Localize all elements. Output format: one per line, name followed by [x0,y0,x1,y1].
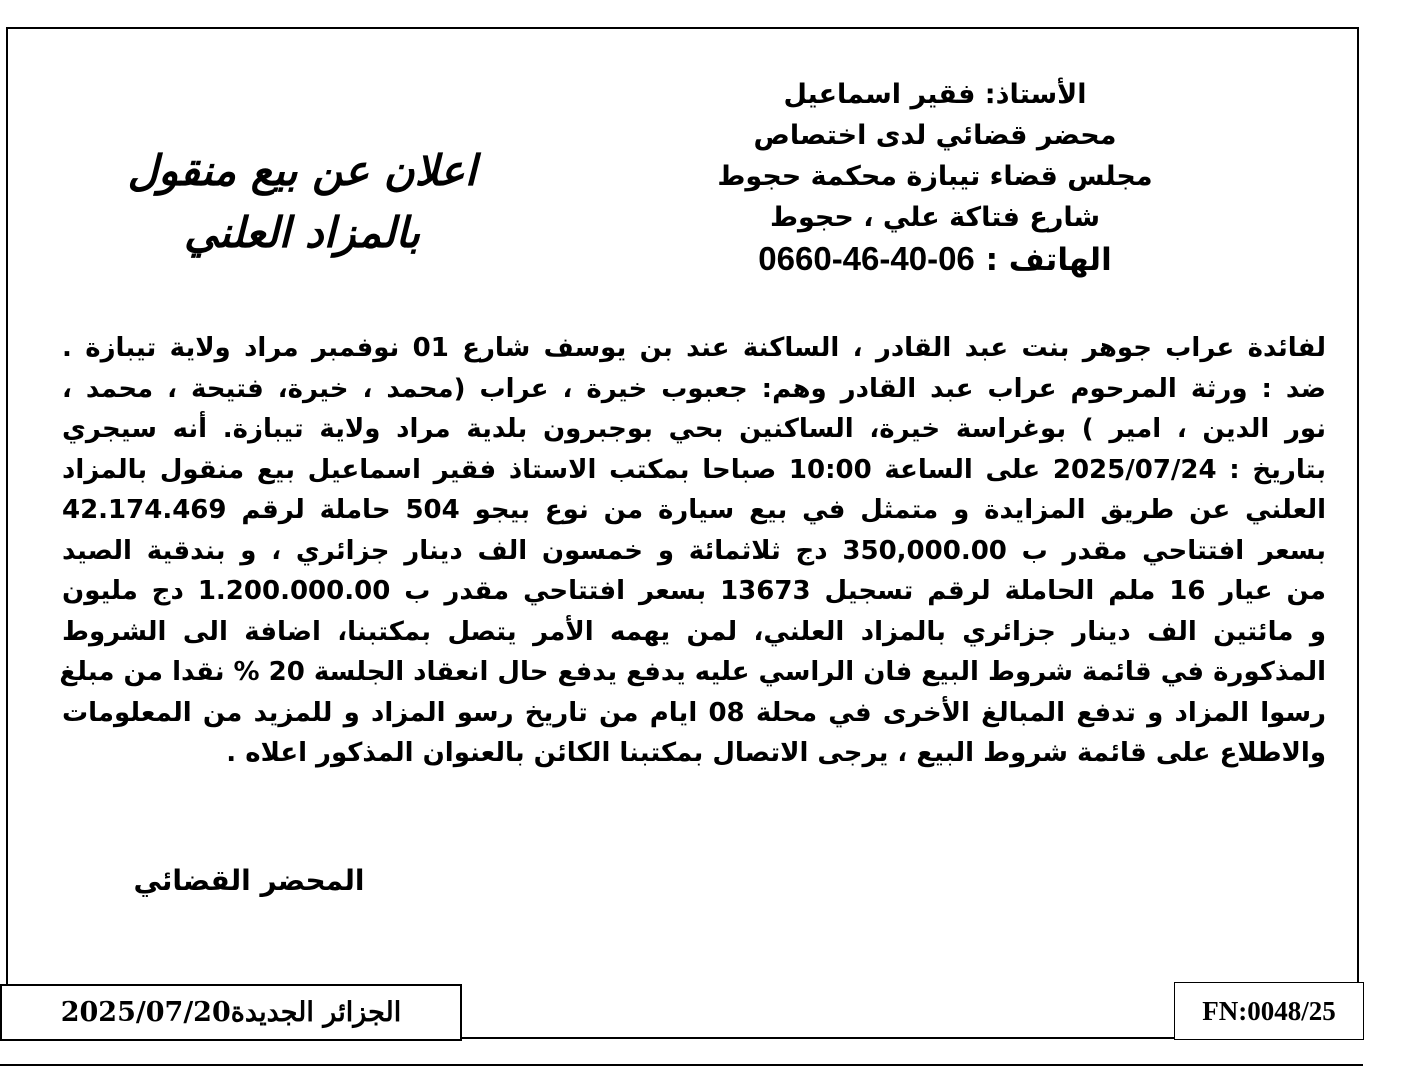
body-line: والاطلاع على قائمة شروط البيع ، يرجى الاتصال بمكتبنا الكائن بالعنوان المذكور اعلاه . [226,738,1326,768]
body-line: نور الدين ، امير ) بوغراسة خيرة، الساكنين بحي بوجبرون بلدية مراد ولاية تيبازة. أنه سيجري [62,414,1326,444]
body-line: العلني عن طريق المزايدة و متمثل في بيع سيارة من نوع بيجو 504 حاملة لرقم 42.174.469 [62,495,1326,525]
file-number-box: FN:0048/25 [1174,982,1364,1040]
body-line: المذكورة في قائمة شروط البيع فان الراسي عليه يدفع يدفع حال انعقاد الجلسة 20 % نقدا من مبلغ [59,657,1326,687]
body-line: و مائتين الف دينار جزائري بالمزاد العلني، لمن يهمه الأمر يتصل بمكتبنا، اضافة الى الشروط [62,616,1326,647]
body-line: ضد : ورثة المرحوم عراب عبد القادر وهم: جعبوب خيرة ، عراب (محمد ، خيرة، فتيحة ، محمد ، [62,373,1326,404]
announcement-body [59,328,1327,774]
announcement-title [62,140,542,264]
body-line: بسعر افتتاحي مقدر ب 350,000.00 دج ثلاثمائة و خمسون الف دينار جزائري ، و بندقية الصيد [62,535,1326,566]
newspaper-stamp: الجزائر الجديدة2025/07/20 [0,984,462,1041]
title-line-1: اعلان عن بيع منقول [127,146,477,195]
bailiff-name: الأستاذ: فقير اسماعيل [783,79,1087,110]
body-line: من عيار 16 ملم الحاملة لرقم تسجيل 13673 بسعر افتتاحي مقدر ب 1.200.000.00 دج مليون [62,576,1326,606]
signature: المحضر القضائي [133,864,365,897]
bailiff-address: شارع فتاكة علي ، حجوط [769,202,1101,233]
body-line: رسوا المزاد و تدفع المبالغ الأخرى في محلة 08 ايام من تاريخ رسو المزاد و للمزيد من المعلومات [62,697,1326,728]
body-line: لفائدة عراب جوهر بنت عبد القادر ، الساكنة عند بن يوسف شارع 01 نوفمبر مراد ولاية تيبازة . [62,333,1327,363]
phone-label: الهاتف : [985,242,1112,278]
title-line-2: بالمزاد العلني [183,208,421,257]
bailiff-role: محضر قضائي لدى اختصاص [753,120,1117,151]
phone-line [705,238,1165,281]
phone-number: 0660-46-40-06 [758,240,975,277]
bottom-rule [0,1064,1363,1066]
bailiff-header [705,74,1165,281]
body-line: بتاريخ : 2025/07/24 على الساعة 10:00 صباحا بمكتب الاستاذ فقير اسماعيل بيع منقول بالمزاد [62,454,1326,485]
bailiff-court: مجلس قضاء تيبازة محكمة حجوط [717,161,1153,192]
